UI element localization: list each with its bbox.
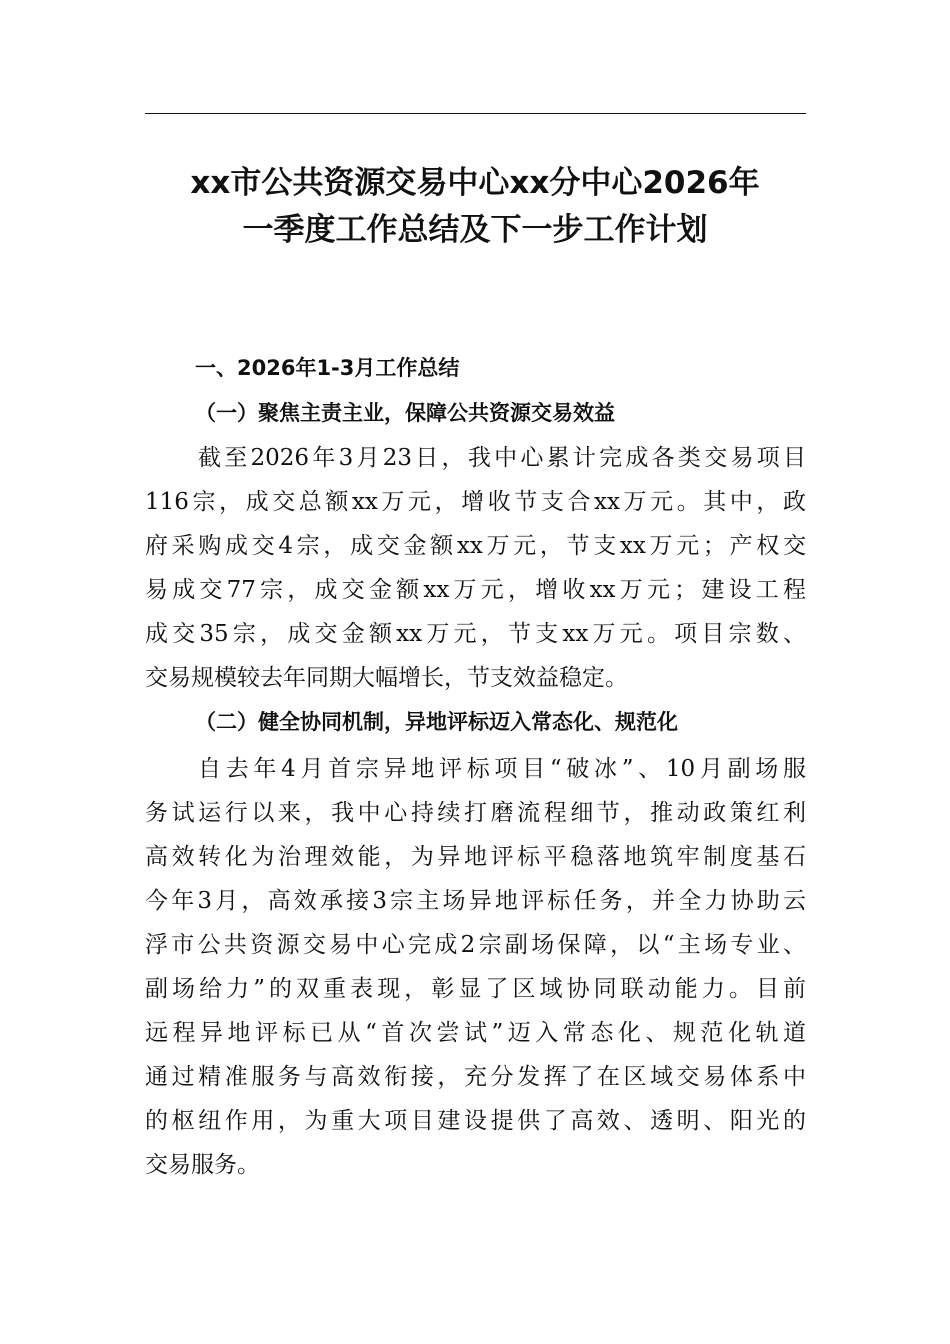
title-line-2: 一季度工作总结及下一步工作计划 xyxy=(242,212,708,248)
document-title xyxy=(120,160,830,254)
subsection-1-paragraph xyxy=(145,436,806,700)
header-rule xyxy=(145,113,806,114)
paragraph-line: 成交35宗，成交金额xx万元，节支xx万元。项目宗数、 xyxy=(145,621,806,647)
subsection-2-paragraph xyxy=(145,747,806,1187)
paragraph-line: 府采购成交4宗，成交金额xx万元，节支xx万元；产权交 xyxy=(145,533,806,559)
paragraph-line: 浮市公共资源交易中心完成2宗副场保障，以“主场专业、 xyxy=(145,932,806,958)
subsection-heading-2: （二）健全协同机制，异地评标迈入常态化、规范化 xyxy=(195,709,678,734)
paragraph-line: 截至2026年3月23日，我中心累计完成各类交易项目 xyxy=(198,445,806,471)
paragraph-line: 116宗，成交总额xx万元，增收节支合xx万元。其中，政 xyxy=(145,489,806,515)
paragraph-line: 易成交77宗，成交金额xx万元，增收xx万元；建设工程 xyxy=(145,577,806,603)
paragraph-line: 交易规模较去年同期大幅增长，节支效益稳定。 xyxy=(145,665,628,691)
paragraph-line: 今年3月，高效承接3宗主场异地评标任务，并全力协助云 xyxy=(145,888,806,914)
paragraph-line: 务试运行以来，我中心持续打磨流程细节，推动政策红利 xyxy=(145,800,806,826)
title-line-1: xx市公共资源交易中心xx分中心2026年 xyxy=(190,165,760,201)
paragraph-line: 远程异地评标已从“首次尝试”迈入常态化、规范化轨道 xyxy=(145,1020,806,1046)
paragraph-line: 高效转化为治理效能，为异地评标平稳落地筑牢制度基石 xyxy=(145,844,806,870)
paragraph-line: 通过精准服务与高效衔接，充分发挥了在区域交易体系中 xyxy=(145,1064,806,1090)
paragraph-line: 自去年4月首宗异地评标项目“破冰”、10月副场服 xyxy=(198,756,806,782)
paragraph-line: 副场给力”的双重表现，彰显了区域协同联动能力。目前 xyxy=(145,976,806,1002)
subsection-heading-1: （一）聚焦主责主业，保障公共资源交易效益 xyxy=(195,400,615,425)
paragraph-line: 的枢纽作用，为重大项目建设提供了高效、透明、阳光的 xyxy=(145,1108,806,1134)
section-heading-1: 一、2026年1-3月工作总结 xyxy=(195,356,460,380)
paragraph-line: 交易服务。 xyxy=(145,1152,260,1178)
